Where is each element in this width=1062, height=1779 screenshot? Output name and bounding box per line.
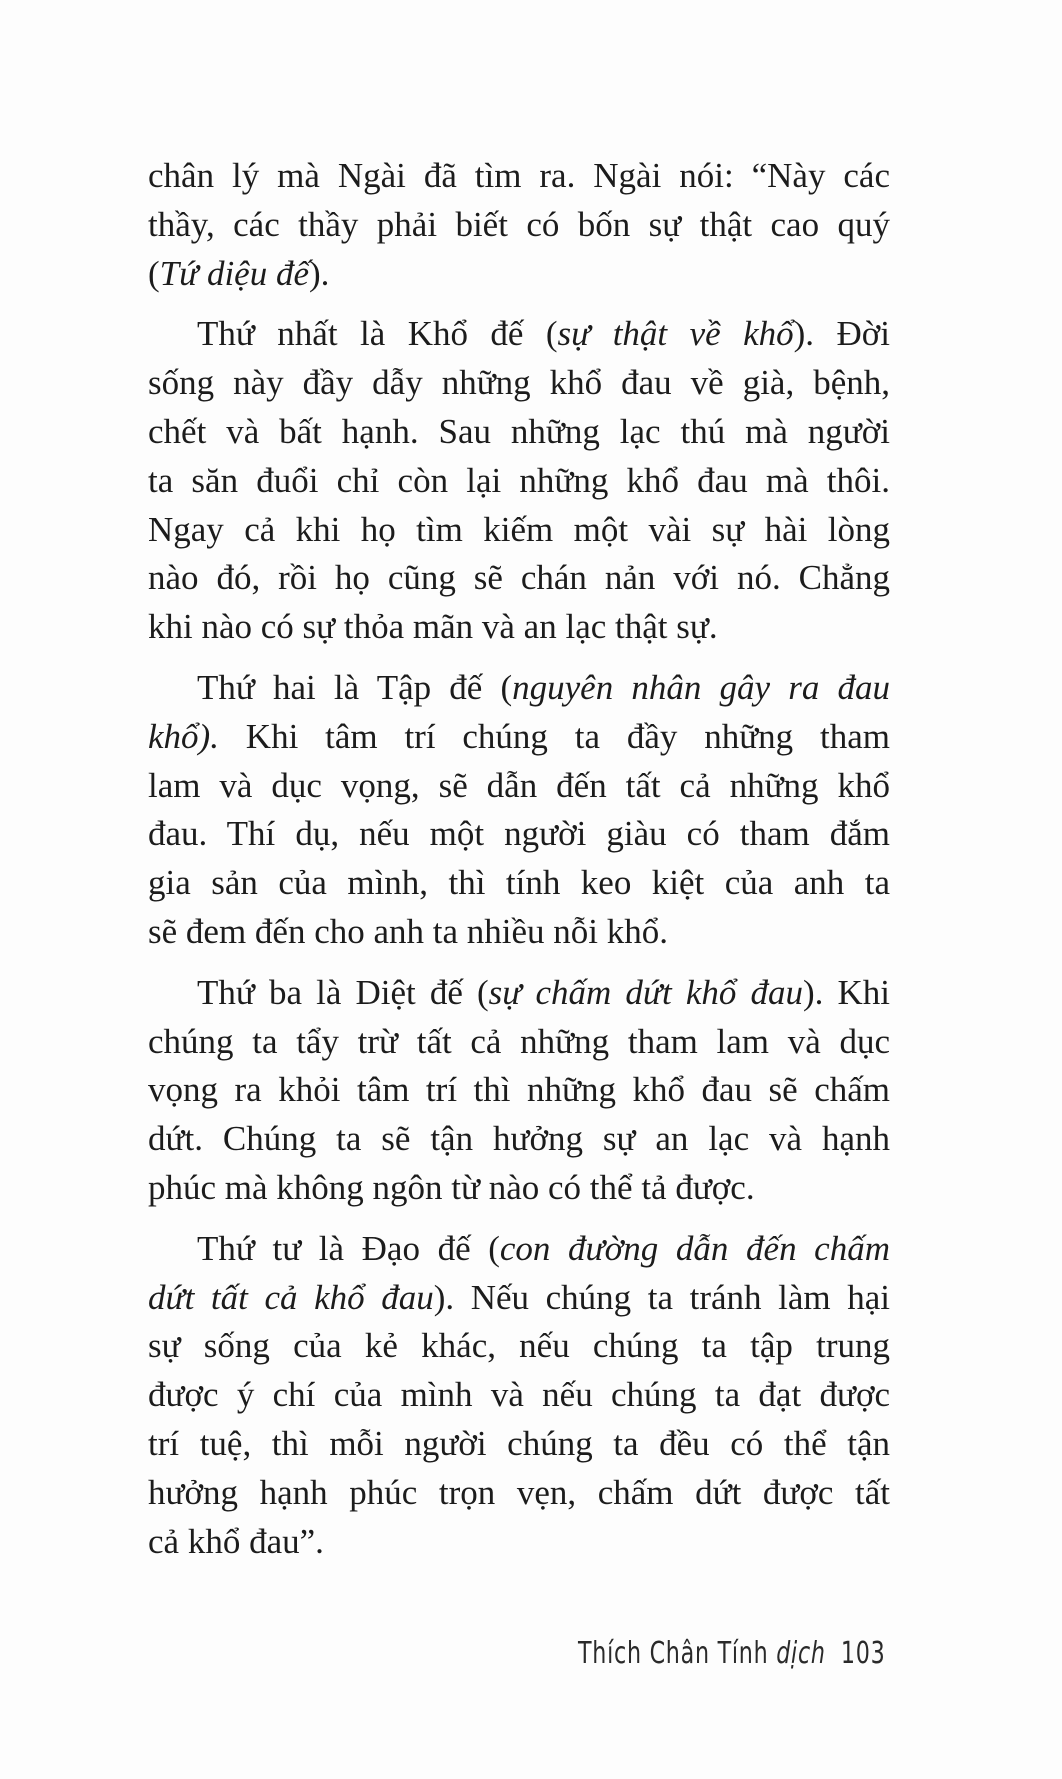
- text-line: [148, 457, 890, 506]
- text-line: [148, 250, 890, 299]
- text-run: ta săn đuổi chỉ còn lại những khổ đau mà thôi.: [148, 460, 890, 500]
- italic-run: Tứ diệu đế: [159, 253, 310, 293]
- text-line: [148, 1469, 890, 1518]
- paragraph: [148, 1225, 890, 1567]
- text-run: khi nào có sự thỏa mãn và an lạc thật sự.: [148, 607, 718, 647]
- italic-run: khổ).: [148, 716, 219, 756]
- text-run: lam và dục vọng, sẽ dẫn đến tất cả những khổ: [148, 765, 890, 805]
- italic-run: dứt tất cả khổ đau: [148, 1277, 434, 1317]
- text-line: [148, 359, 890, 408]
- text-run: sự sống của kẻ khác, nếu chúng ta tập trung: [148, 1326, 890, 1366]
- text-line: [148, 408, 890, 457]
- text-line: [148, 908, 890, 957]
- text-run: cả khổ đau”.: [148, 1521, 324, 1561]
- text-run: chúng ta tẩy trừ tất cả những tham lam và dục: [148, 1021, 890, 1061]
- text-line: [148, 152, 890, 201]
- text-run: dứt. Chúng ta sẽ tận hưởng sự an lạc và hạnh: [148, 1119, 890, 1159]
- page-body: [148, 152, 890, 1578]
- text-run: gia sản của mình, thì tính keo kiệt của anh ta: [148, 863, 890, 903]
- text-run: ).: [309, 253, 330, 293]
- text-run: Khi tâm trí chúng ta đầy những tham: [218, 716, 890, 756]
- page-number: 103: [840, 1636, 886, 1671]
- text-line: [148, 1371, 890, 1420]
- paragraph: [148, 310, 890, 652]
- text-run: vọng ra khỏi tâm trí thì những khổ đau sẽ chấm: [148, 1070, 890, 1110]
- text-line: [148, 603, 890, 652]
- text-run: đau. Thí dụ, nếu một người giàu có tham đắm: [148, 814, 890, 854]
- paragraph: [148, 664, 890, 957]
- text-run: nào đó, rồi họ cũng sẽ chán nản với nó. Chẳng: [148, 558, 890, 598]
- text-run: sẽ đem đến cho anh ta nhiều nỗi khổ.: [148, 911, 669, 951]
- paragraph: [148, 152, 890, 298]
- text-line: [148, 713, 890, 762]
- text-run: Thứ tư là Đạo đế (: [197, 1228, 500, 1268]
- italic-run: nguyên nhân gây ra đau: [512, 667, 890, 707]
- text-line: [148, 664, 890, 713]
- text-run: sống này đầy dẫy những khổ đau về già, bệnh,: [148, 363, 890, 403]
- text-run: Ngay cả khi họ tìm kiếm một vài sự hài lòng: [148, 509, 890, 549]
- text-run: hưởng hạnh phúc trọn vẹn, chấm dứt được tất: [148, 1472, 890, 1512]
- text-line: [148, 201, 890, 250]
- text-line: [148, 1066, 890, 1115]
- page-footer: [578, 1634, 890, 1674]
- text-line: [148, 762, 890, 811]
- footer-role: dịch: [776, 1636, 826, 1671]
- italic-run: sự chấm dứt khổ đau: [488, 972, 803, 1012]
- text-run: Thứ ba là Diệt đế (: [197, 972, 489, 1012]
- text-run: trí tuệ, thì mỗi người chúng ta đều có thể tận: [148, 1423, 890, 1463]
- italic-run: sự thật về khổ: [557, 314, 794, 354]
- italic-run: con đường dẫn đến chấm: [499, 1228, 890, 1268]
- text-run: được ý chí của mình và nếu chúng ta đạt được: [148, 1375, 890, 1415]
- text-run: Thứ nhất là Khổ đế (: [197, 314, 558, 354]
- text-line: [148, 1225, 890, 1274]
- text-line: [148, 310, 890, 359]
- text-run: ). Khi: [802, 972, 891, 1012]
- text-run: (: [148, 253, 160, 293]
- text-line: [148, 506, 890, 555]
- text-run: ). Đời: [793, 314, 890, 354]
- text-line: [148, 554, 890, 603]
- text-run: thầy, các thầy phải biết có bốn sự thật cao quý: [148, 204, 890, 244]
- text-line: [148, 810, 890, 859]
- text-line: [148, 1518, 890, 1567]
- paragraph: [148, 969, 890, 1213]
- text-run: ). Nếu chúng ta tránh làm hại: [433, 1277, 890, 1317]
- text-line: [148, 859, 890, 908]
- text-line: [148, 1420, 890, 1469]
- text-run: phúc mà không ngôn từ nào có thể tả được.: [148, 1167, 755, 1207]
- text-run: Thứ hai là Tập đế (: [197, 667, 513, 707]
- text-line: [148, 1322, 890, 1371]
- footer-translator: Thích Chân Tính: [578, 1636, 769, 1671]
- text-line: [148, 1164, 890, 1213]
- text-line: [148, 1274, 890, 1323]
- text-line: [148, 969, 890, 1018]
- text-run: chết và bất hạnh. Sau những lạc thú mà người: [148, 411, 890, 451]
- text-line: [148, 1018, 890, 1067]
- text-line: [148, 1115, 890, 1164]
- text-run: chân lý mà Ngài đã tìm ra. Ngài nói: “Này các: [148, 156, 890, 195]
